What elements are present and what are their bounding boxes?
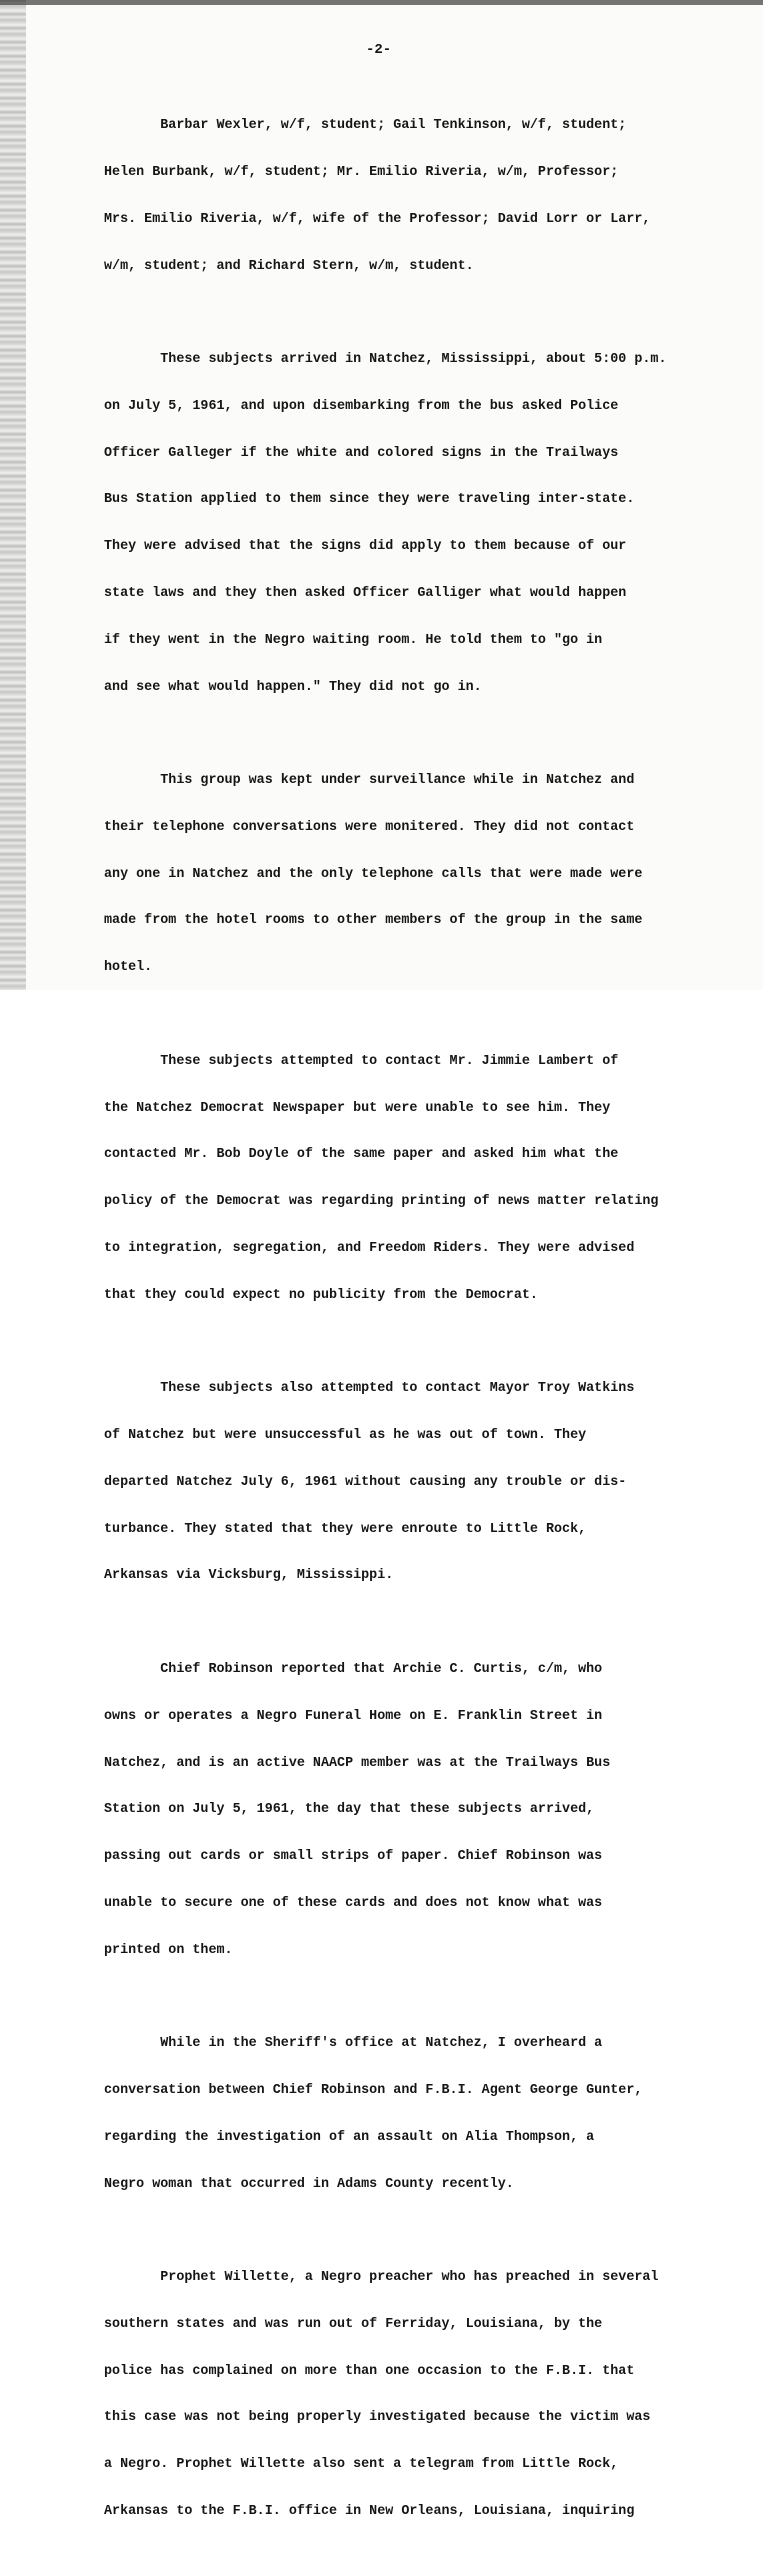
paragraph <box>104 1631 744 1990</box>
text-line: that they could expect no publicity from the Democrat. <box>104 1287 538 1303</box>
text-line: Natchez, and is an active NAACP member was at the Trailways Bus <box>104 1755 611 1771</box>
text-line: While in the Sheriff's office at Natchez, I overheard a <box>104 2036 603 2052</box>
paragraph <box>104 1350 744 1615</box>
text-line: owns or operates a Negro Funeral Home on E. Franklin Street in <box>104 1708 603 1724</box>
text-line: unable to secure one of these cards and does not know what was <box>104 1895 603 1911</box>
text-line: their telephone conversations were monitered. They did not contact <box>104 819 635 835</box>
paragraph <box>104 87 744 305</box>
text-line: These subjects attempted to contact Mr. Jimmie Lambert of <box>104 1053 619 1069</box>
text-line: Barbar Wexler, w/f, student; Gail Tenkinson, w/f, student; <box>104 118 627 134</box>
paragraph <box>104 2239 744 2551</box>
text-line: Prophet Willette, a Negro preacher who has preached in several <box>104 2270 659 2286</box>
text-line: Station on July 5, 1961, the day that these subjects arrived, <box>104 1802 595 1818</box>
text-line: These subjects also attempted to contact Mayor Troy Watkins <box>104 1381 635 1397</box>
text-line: departed Natchez July 6, 1961 without causing any trouble or dis- <box>104 1474 627 1490</box>
text-line: Helen Burbank, w/f, student; Mr. Emilio Riveria, w/m, Professor; <box>104 164 619 180</box>
text-line: regarding the investigation of an assault on Alia Thompson, a <box>104 2129 595 2145</box>
text-line: They were advised that the signs did apply to them because of our <box>104 539 627 555</box>
document-body <box>104 87 744 2566</box>
text-line: w/m, student; and Richard Stern, w/m, student. <box>104 258 474 274</box>
text-line: a Negro. Prophet Willette also sent a telegram from Little Rock, <box>104 2457 619 2473</box>
paragraph <box>104 1023 744 1335</box>
text-line: of Natchez but were unsuccessful as he was out of town. They <box>104 1428 587 1444</box>
text-line: policy of the Democrat was regarding printing of news matter relating <box>104 1194 659 1210</box>
text-line: southern states and was run out of Ferriday, Louisiana, by the <box>104 2316 603 2332</box>
text-line: conversation between Chief Robinson and F.B.I. Agent George Gunter, <box>104 2083 643 2098</box>
text-line: this case was not being properly investigated because the victim was <box>104 2410 651 2426</box>
text-line: any one in Natchez and the only telephone calls that were made were <box>104 866 643 882</box>
page-number: -2- <box>366 42 392 58</box>
text-line: state laws and they then asked Officer Galliger what would happen <box>104 586 627 601</box>
text-line: This group was kept under surveillance while in Natchez and <box>104 773 635 789</box>
text-line: Bus Station applied to them since they were traveling inter-state. <box>104 492 635 508</box>
text-line: Mrs. Emilio Riveria, w/f, wife of the Professor; David Lorr or Larr, <box>104 211 651 227</box>
text-line: Arkansas to the F.B.I. office in New Orleans, Louisiana, inquiring <box>104 2504 635 2520</box>
text-line: Chief Robinson reported that Archie C. Curtis, c/m, who <box>104 1661 603 1677</box>
text-line: contacted Mr. Bob Doyle of the same paper and asked him what the <box>104 1147 619 1163</box>
text-line: Negro woman that occurred in Adams County recently. <box>104 2176 514 2192</box>
scan-left-edge <box>0 0 26 990</box>
text-line: turbance. They stated that they were enroute to Little Rock, <box>104 1521 587 1537</box>
paragraph <box>104 2005 744 2223</box>
text-line: on July 5, 1961, and upon disembarking from the bus asked Police <box>104 398 619 414</box>
text-line: the Natchez Democrat Newspaper but were unable to see him. They <box>104 1100 611 1116</box>
text-line: if they went in the Negro waiting room. He told them to "go in <box>104 632 603 648</box>
paragraph <box>104 321 744 726</box>
text-line: Arkansas via Vicksburg, Mississippi. <box>104 1568 394 1584</box>
paragraph <box>104 742 744 1007</box>
text-line: police has complained on more than one occasion to the F.B.I. that <box>104 2363 635 2379</box>
text-line: printed on them. <box>104 1942 233 1958</box>
text-line: made from the hotel rooms to other members of the group in the same <box>104 913 643 929</box>
text-line: Officer Galleger if the white and colored signs in the Trailways <box>104 445 619 461</box>
text-line: hotel. <box>104 960 153 976</box>
text-line: and see what would happen." They did not go in. <box>104 679 482 695</box>
text-line: These subjects arrived in Natchez, Mississippi, about 5:00 p.m. <box>104 352 667 368</box>
text-line: passing out cards or small strips of paper. Chief Robinson was <box>104 1849 603 1865</box>
scan-top-edge <box>0 0 763 5</box>
text-line: to integration, segregation, and Freedom Riders. They were advised <box>104 1240 635 1256</box>
